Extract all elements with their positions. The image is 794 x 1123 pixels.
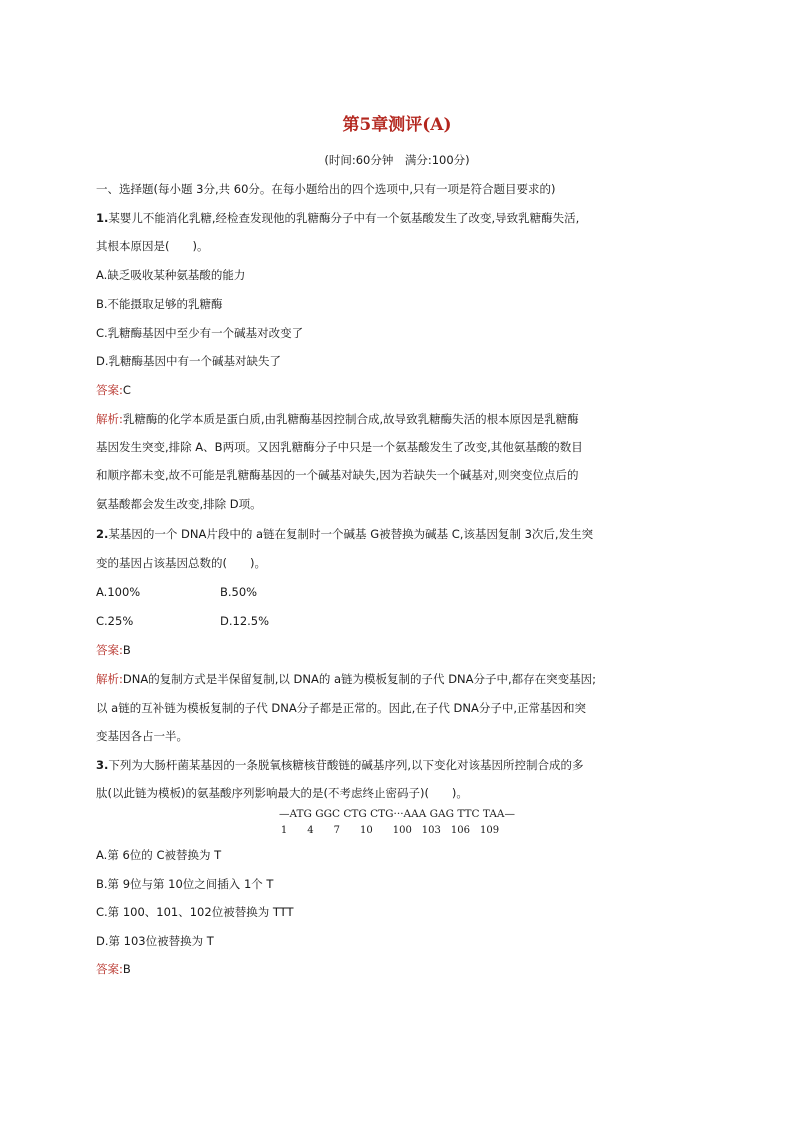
- q2-answer-value: B: [122, 643, 131, 657]
- q3-number: 3.: [96, 758, 109, 772]
- q2-stem-line1: [96, 526, 593, 542]
- q2-options-row1: [96, 585, 258, 599]
- section-heading: 一、选择题(每小题 3分,共 60分。在每小题给出的四个选项中,只有一项是符合题目要求的): [96, 182, 556, 196]
- q3-stem-line2: 肽(以此链为模板)的氨基酸序列影响最大的是(不考虑终止密码子)( )。: [96, 786, 468, 800]
- q2-analysis-line2: 以 a链的互补链为模板复制的子代 DNA分子都是正常的。因此,在子代 DNA分子中,正常基因和突: [96, 701, 586, 715]
- q3-option-c: C.第 100、101、102位被替换为 TTT: [96, 905, 294, 919]
- q1-number: 1.: [96, 211, 109, 225]
- q3-stem-line1: [96, 757, 584, 773]
- q1-option-b: B.不能摄取足够的乳糖酶: [96, 297, 223, 311]
- q3-base-sequence: —ATG GGC CTG CTG···AAA GAG TTC TAA—: [278, 808, 516, 820]
- q1-analysis-line3: 和顺序都未变,故不可能是乳糖酶基因的一个碱基对缺失,因为若缺失一个碱基对,则突变位点后的: [96, 468, 579, 482]
- q3-option-a: A.第 6位的 C被替换为 T: [96, 848, 222, 862]
- q1-stem-line1: [96, 210, 579, 226]
- q1-answer-value: C: [122, 383, 131, 397]
- q3-base-positions: 1 4 7 10 100 103 106 109: [280, 825, 500, 836]
- q2-analysis-text1: DNA的复制方式是半保留复制,以 DNA的 a链为模板复制的子代 DNA分子中,都存在突变基因;: [122, 672, 597, 686]
- q3-stem-text1: 下列为大肠杆菌某基因的一条脱氧核糖核苷酸链的碱基序列,以下变化对该基因所控制合成的多: [108, 758, 584, 772]
- q1-option-d: D.乳糖酶基因中有一个碱基对缺失了: [96, 354, 282, 368]
- q1-stem-text1: 某婴儿不能消化乳糖,经检查发现他的乳糖酶分子中有一个氨基酸发生了改变,导致乳糖酶失活,: [108, 211, 580, 225]
- q2-stem-line2: 变的基因占该基因总数的( )。: [96, 556, 266, 570]
- q1-option-c: C.乳糖酶基因中至少有一个碱基对改变了: [96, 326, 304, 340]
- q2-option-a: A.100%: [96, 585, 141, 599]
- q2-option-d: D.12.5%: [220, 614, 270, 628]
- q3-option-b: B.第 9位与第 10位之间插入 1个 T: [96, 877, 274, 891]
- answer-label: 答案:: [96, 643, 123, 657]
- answer-label: 答案:: [96, 962, 123, 976]
- q2-options-row2: [96, 614, 270, 628]
- q1-analysis-line2: 基因发生突变,排除 A、B两项。又因乳糖酶分子中只是一个氨基酸发生了改变,其他氨基酸的数目: [96, 440, 583, 454]
- q2-answer: [96, 642, 131, 658]
- analysis-label: 解析:: [96, 672, 123, 686]
- q2-number: 2.: [96, 527, 109, 541]
- q1-analysis-line4: 氨基酸都会发生改变,排除 D项。: [96, 497, 262, 511]
- analysis-label: 解析:: [96, 412, 123, 426]
- q1-stem-line2: 其根本原因是( )。: [96, 239, 209, 253]
- q2-option-b: B.50%: [220, 585, 258, 599]
- q2-analysis-line1: [96, 671, 596, 687]
- page-subtitle: (时间:60分钟 满分:100分): [324, 153, 470, 167]
- q2-option-c: C.25%: [96, 614, 134, 628]
- q2-analysis-line3: 变基因各占一半。: [96, 729, 188, 743]
- q3-answer-value: B: [122, 962, 131, 976]
- q3-option-d: D.第 103位被替换为 T: [96, 934, 214, 948]
- q1-analysis-text1: 乳糖酶的化学本质是蛋白质,由乳糖酶基因控制合成,故导致乳糖酶失活的根本原因是乳糖酶: [122, 412, 579, 426]
- q1-analysis-line1: [96, 411, 579, 427]
- q1-answer: [96, 382, 131, 398]
- answer-label: 答案:: [96, 383, 123, 397]
- q2-stem-text1: 某基因的一个 DNA片段中的 a链在复制时一个碱基 G被替换为碱基 C,该基因复制 3次后,发生突: [108, 527, 594, 541]
- q1-option-a: A.缺乏吸收某种氨基酸的能力: [96, 268, 246, 282]
- page-title: 第5章测评(A): [342, 115, 452, 135]
- q3-answer: [96, 961, 131, 977]
